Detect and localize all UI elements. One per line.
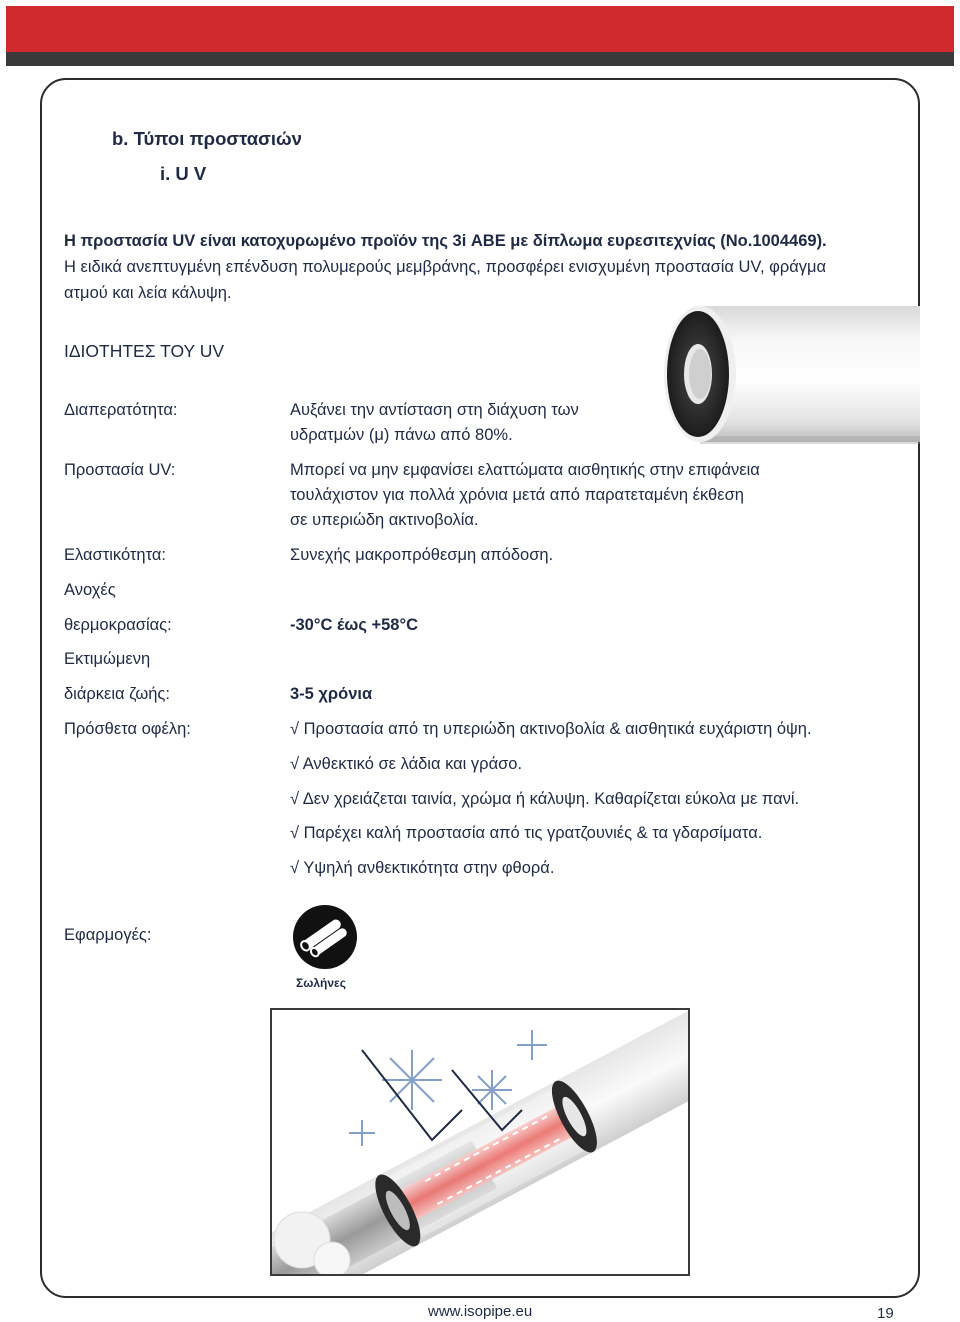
benefits-label: Πρόσθετα οφέλη: [64,720,191,738]
benefit-item: √ Ανθεκτικό σε λάδια και γράσο. [290,755,523,773]
permeability-value-1: Αυξάνει την αντίσταση στη διάχυση των [290,401,579,419]
pipes-icon-caption: Σωλήνες [296,976,346,990]
temp-value: -30°C έως +58°C [290,616,418,634]
permeability-value-2: υδρατμών (μ) πάνω από 80%. [290,426,513,444]
pipes-icon [292,904,358,975]
life-value: 3-5 χρόνια [290,685,373,703]
pipe-product-image [660,300,920,450]
page-number: 19 [877,1305,894,1322]
permeability-label: Διαπερατότητα: [64,401,178,419]
benefit-item: √ Δεν χρειάζεται ταινία, χρώμα ή κάλυψη. Καθαρίζεται εύκολα με πανί. [290,790,800,808]
temp-label-2: θερμοκρασίας: [64,616,172,634]
header-bar [6,6,954,52]
life-label-2: διάρκεια ζωής: [64,685,170,703]
intro-line-3: ατμού και λεία κάλυψη. [64,284,232,302]
uv-value-2: τουλάχιστον για πολλά χρόνια μετά από παρατεταμένη έκθεση [290,486,744,504]
elasticity-label: Ελαστικότητα: [64,546,167,564]
temp-label-1: Ανοχές [64,581,116,599]
pipe-cutaway-illustration [270,1008,690,1276]
intro-line-2: Η ειδικά ανεπτυγμένη επένδυση πολυμερούς μεμβράνης, προσφέρει ενισχυμένη προστασία UV, φράγμα [64,258,827,276]
section-heading: b. Τύποι προστασιών [112,128,302,149]
footer-url: www.isopipe.eu [428,1303,533,1320]
benefit-item: √ Παρέχει καλή προστασία από τις γρατζουνιές & τα γδαρσίματα. [290,824,763,842]
uv-value-1: Μπορεί να μην εμφανίσει ελαττώματα αισθητικής στην επιφάνεια [290,461,760,479]
benefit-item: √ Υψηλή ανθεκτικότητα στην φθορά. [290,859,555,877]
properties-title: ΙΔΙΟΤΗΤΕΣ ΤΟΥ UV [64,341,225,361]
intro-line-1: Η προστασία UV είναι κατοχυρωμένο προϊόν της 3i ΑΒΕ με δίπλωμα ευρεσιτεχνίας (No.1004469). [64,232,827,250]
life-label-1: Εκτιμώμενη [64,650,151,668]
elasticity-value: Συνεχής μακροπρόθεσμη απόδοση. [290,546,554,564]
section-subheading: i. U V [160,163,207,184]
uv-label: Προστασία UV: [64,461,176,479]
applications-label: Εφαρμογές: [64,926,152,944]
uv-value-3: σε υπεριώδη ακτινοβολία. [290,511,479,529]
header-bar-shadow [6,52,954,66]
benefit-item: √ Προστασία από τη υπεριώδη ακτινοβολία & αισθητικά ευχάριστη όψη. [290,720,812,738]
